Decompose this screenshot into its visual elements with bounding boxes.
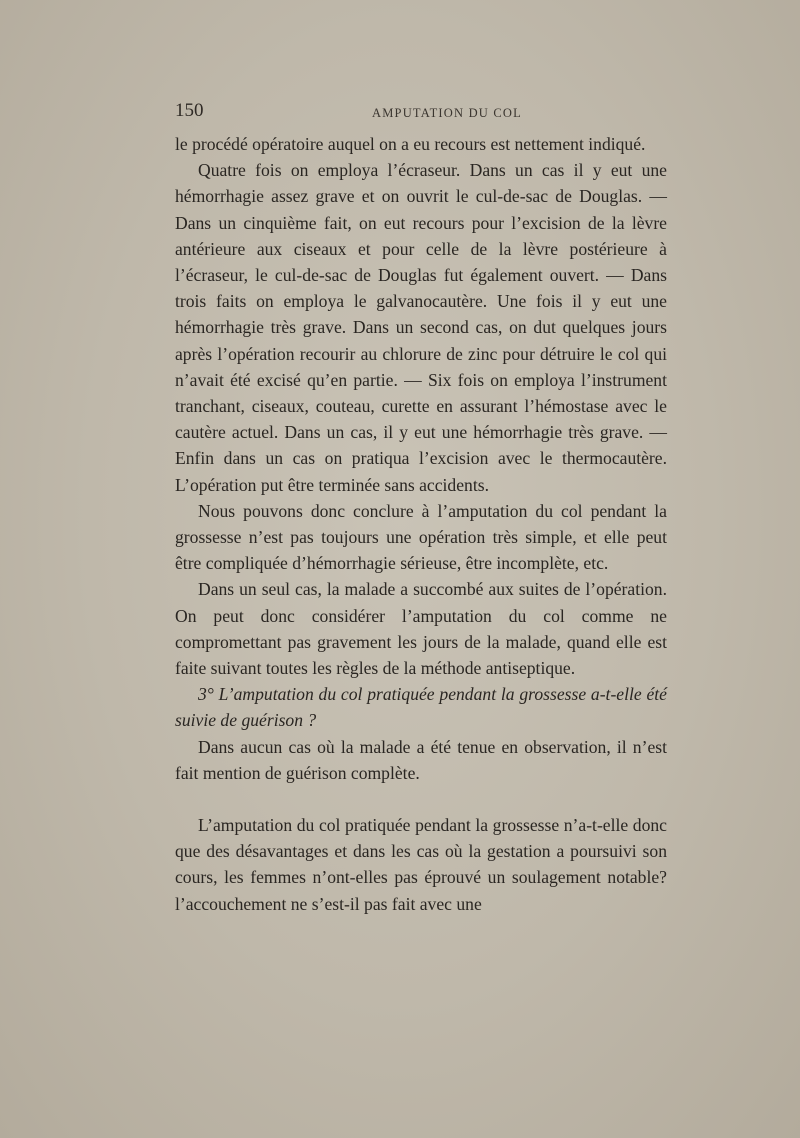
paragraph-mortality: Dans un seul cas, la malade a succombé aux suites de l’opération. On peut donc considérer l’amputation du col comme ne compromettant pas gravement les jours de la malade, quand elle est faite suivant toutes les règles de la méthode antiseptique.	[175, 579, 667, 679]
page-number: 150	[175, 100, 204, 121]
body-text	[175, 131, 667, 917]
paragraph-conclusion: Nous pouvons donc conclure à l’amputation du col pendant la grossesse n’est pas toujours une opération très simple, et elle peut être compliquée d’hémorrhagie sérieuse, être incomplète, etc.	[175, 500, 667, 574]
paragraph-continuation: le procédé opératoire auquel on a eu recours est nettement indiqué.	[175, 134, 646, 154]
paragraph-operations: Quatre fois on employa l’écraseur. Dans un cas il y eut une hémorrhagie assez grave et on ouvrit le cul-de-sac de Douglas. — Dans un cinquième fait, on eut recours pour l’excision de la lèvre antérieure aux ciseaux et pour celle de la lèvre postérieure à l’écraseur, le cul-de-sac de Douglas fut également ouvert. — Dans trois faits on employa le galvanocautère. Une fois il y eut une hémorrhagie très grave. Dans un second cas, on dut quelques jours après l’opération recourir au chlorure de zinc pour détruire le col qui n’avait été excisé qu’en partie. — Six fois on employa l’instrument tranchant, ciseaux, couteau, curette en assurant l’hémostase avec le cautère actuel. Dans un cas, il y eut une hémorrhagie très grave. — Enfin dans un cas on pratiqua l’excision avec le thermocautère. L’opération put être terminée sans accidents.	[175, 160, 667, 495]
running-head: AMPUTATION DU COL	[372, 106, 522, 120]
paragraph-disadvantages: L’amputation du col pratiquée pendant la grossesse n’a-t-elle donc que des désavantages et dans les cas où la gestation a poursuivi son cours, les femmes n’ont-elles pas éprouvé un soulagement notable? l’accouchement ne s’est-il pas fait avec une	[175, 815, 667, 914]
section-question: 3° L’amputation du col pratiquée pendant la grossesse a-t-elle été suivie de guérison ?	[175, 684, 667, 731]
page-header	[175, 100, 665, 122]
paragraph-observation: Dans aucun cas où la malade a été tenue en observation, il n’est fait mention de guérison complète.	[175, 736, 667, 783]
paragraph-gap	[175, 786, 667, 812]
